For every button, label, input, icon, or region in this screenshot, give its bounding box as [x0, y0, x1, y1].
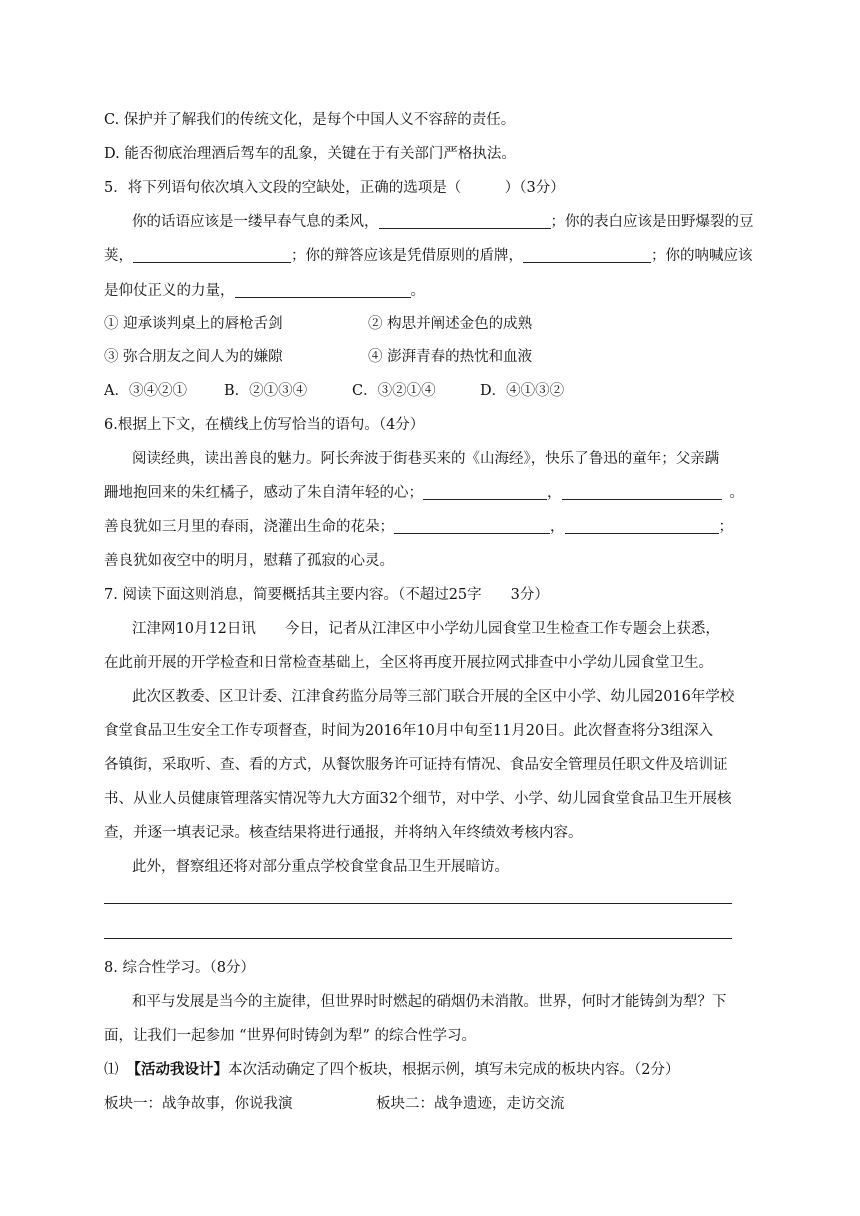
q6-text: ， — [550, 519, 565, 535]
q5-passage-text: ；你的呐喊应该 — [651, 248, 753, 264]
q7-news-line-2: 在此前开展的开学检查和日常检查基础上，全区将再度开展拉网式排查中小学幼儿园食堂卫生。 — [104, 655, 713, 671]
q5-choice-c[interactable]: C．③②①④ — [352, 383, 436, 399]
q5-passage-text: 你的话语应该是一缕早春气息的柔风， — [132, 214, 379, 230]
q8-stem: 8. 综合性学习。（8分） — [104, 960, 255, 976]
q5-passage-line-3 — [104, 281, 425, 301]
q5-blank-2[interactable] — [133, 248, 291, 263]
q5-passage-line-2 — [104, 246, 753, 266]
q5-blank-1[interactable] — [379, 214, 551, 229]
q4-option-c: C. 保护并了解我们的传统文化，是每个中国人义不容辞的责任。 — [104, 112, 516, 128]
q7-answer-line-1[interactable] — [104, 903, 732, 904]
q5-choice-d[interactable]: D．④①③② — [480, 383, 565, 399]
q7-news-line-6: 书、从业人员健康管理落实情况等九大方面32个细节，对中学、小学、幼儿园食堂食品卫生开展核 — [104, 791, 732, 807]
q7-news-line-7: 查，并逐一填表记录。核查结果将进行通报，并将纳入年终绩效考核内容。 — [104, 825, 583, 841]
q8-block-2: 板块二：战争遗迹，走访交流 — [376, 1096, 565, 1112]
q5-passage-text: ；你的辩答应该是凭借原则的盾牌， — [291, 248, 523, 264]
q6-blank-4[interactable] — [565, 519, 719, 534]
q7-stem: 7. 阅读下面这则消息，简要概括其主要内容。（不超过25字 3分） — [104, 587, 549, 603]
q5-passage-text: 是仰仗正义的力量， — [104, 283, 235, 299]
q7-news-line-3: 此次区教委、区卫计委、江津食药监分局等三部门联合开展的全区中小学、幼儿园2016年学校 — [132, 689, 735, 705]
q8-sub1-text: 本次活动确定了四个板块，根据示例，填写未完成的板块内容。（2分） — [228, 1062, 680, 1078]
q4-option-d: D. 能否彻底治理酒后驾车的乱象，关键在于有关部门严格执法。 — [104, 146, 516, 162]
q5-item-1: ① 迎承谈判桌上的唇枪舌剑 — [104, 316, 283, 332]
q5-passage-line-1 — [132, 212, 754, 232]
q5-blank-3[interactable] — [523, 248, 651, 263]
q8-sub1-title: 【活动我设计】 — [126, 1061, 228, 1078]
q6-text-line-1: 阅读经典，读出善良的魅力。阿长奔波于街巷买来的《山海经》，快乐了鲁迅的童年；父亲蹒 — [132, 451, 720, 467]
q6-blank-1[interactable] — [423, 485, 547, 500]
q8-intro-line-1: 和平与发展是当今的主旋律，但世界时时燃起的硝烟仍未消散。世界，何时才能铸剑为犁？下 — [132, 994, 727, 1010]
q6-stem: 6.根据上下文，在横线上仿写恰当的语句。（4分） — [104, 417, 425, 433]
q7-news-line-1: 江津网10月12日讯 今日，记者从江津区中小学幼儿园食堂卫生检查工作专题会上获悉， — [132, 621, 720, 637]
q6-text: 跚地抱回来的朱红橘子，感动了朱自清年轻的心； — [104, 485, 423, 501]
q6-text-line-3 — [104, 517, 733, 537]
q5-choice-a[interactable]: A．③④②① — [104, 383, 187, 399]
q8-sub1 — [104, 1060, 679, 1080]
q5-blank-4[interactable] — [235, 283, 411, 298]
q7-news-line-4: 食堂食品卫生安全工作专项督查，时间为2016年10月中旬至11月20日。此次督查将分3组深入 — [104, 723, 713, 739]
q8-intro-line-2: 面，让我们一起参加 “世界何时铸剑为犁” 的综合性学习。 — [104, 1028, 477, 1044]
q5-passage-text: 荚， — [104, 248, 133, 264]
q5-passage-text: ；你的表白应该是田野爆裂的豆 — [550, 214, 754, 230]
q8-sub1-number: ⑴ — [104, 1062, 119, 1078]
q6-text: ； — [718, 519, 733, 535]
q6-text: 。 — [729, 485, 744, 501]
q5-item-3: ③ 弥合朋友之间人为的嫌隙 — [104, 349, 283, 365]
q5-item-2: ② 构思并阐述金色的成熟 — [368, 316, 533, 332]
q6-text-line-4: 善良犹如夜空中的明月，慰藉了孤寂的心灵。 — [104, 553, 394, 569]
q8-block-1: 板块一：战争故事，你说我演 — [104, 1096, 293, 1112]
q5-item-4: ④ 澎湃青春的热忱和血液 — [368, 349, 533, 365]
q5-passage-text: 。 — [410, 283, 425, 299]
q5-stem: 5．将下列语句依次填入文段的空缺处，正确的选项是（ ）（3分） — [104, 180, 565, 196]
q7-news-line-8: 此外，督察组还将对部分重点学校食堂食品卫生开展暗访。 — [132, 859, 509, 875]
q6-text: 善良犹如三月里的春雨，浇灌出生命的花朵； — [104, 519, 394, 535]
q6-blank-2[interactable] — [562, 485, 722, 500]
q5-choice-b[interactable]: B．②①③④ — [224, 383, 308, 399]
q7-news-line-5: 各镇街，采取听、查、看的方式，从餐饮服务许可证持有情况、食品安全管理员任职文件及培训证 — [104, 757, 728, 773]
q6-text: ， — [547, 485, 562, 501]
q6-text-line-2 — [104, 483, 744, 503]
q7-answer-line-2[interactable] — [104, 938, 732, 939]
q6-blank-3[interactable] — [394, 519, 550, 534]
